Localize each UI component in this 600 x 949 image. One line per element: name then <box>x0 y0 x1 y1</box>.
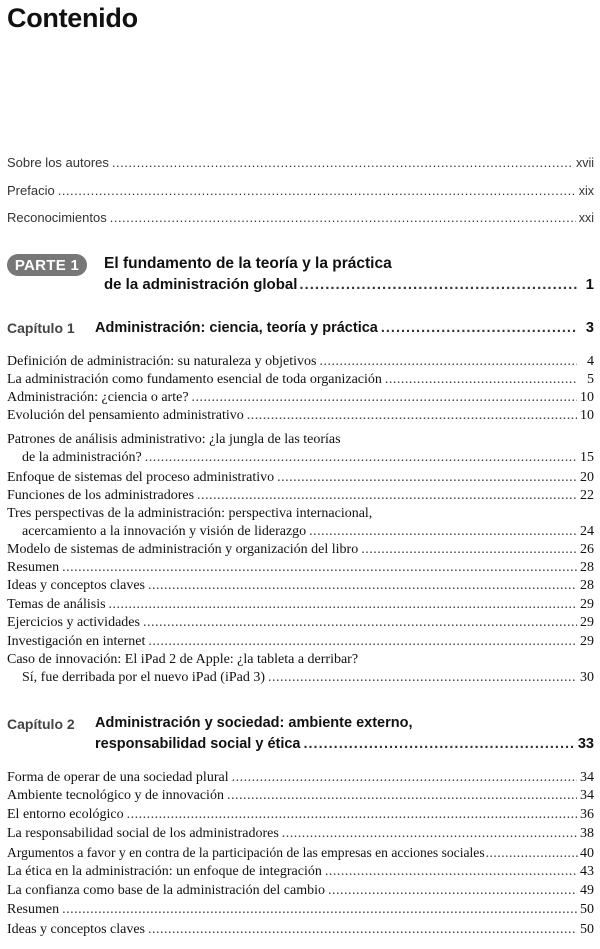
toc-entry-title: Resumen <box>7 902 60 917</box>
toc-entry-page: 10 <box>580 390 594 405</box>
toc-entry-page: 28 <box>580 560 594 575</box>
part-title-line1: El fundamento de la teoría y la práctica <box>104 255 392 272</box>
toc-entry-page: 49 <box>580 883 594 898</box>
toc-entry-page: 40 <box>580 846 594 861</box>
toc-entry-title: Funciones de los administradores <box>7 488 195 503</box>
chapter-entry[interactable] <box>95 735 594 753</box>
toc-entry[interactable] <box>7 408 594 424</box>
toc-entry[interactable] <box>7 542 594 558</box>
toc-entry[interactable] <box>7 615 594 631</box>
dot-leader <box>486 845 579 861</box>
toc-entry[interactable] <box>7 845 594 861</box>
toc-entry[interactable] <box>7 883 594 899</box>
dot-leader <box>325 864 577 880</box>
chapter-page: 3 <box>585 320 594 336</box>
toc-entry-title: Prefacio <box>7 183 55 198</box>
toc-entry-title: Definición de administración: su naturaleza y objetivos <box>7 354 317 369</box>
toc-entry[interactable] <box>7 354 594 370</box>
toc-entry[interactable] <box>7 450 594 466</box>
toc-entry-page: 36 <box>580 807 594 822</box>
toc-entry-page: 38 <box>580 826 594 841</box>
chapter-title-line2: responsabilidad social y ética <box>95 736 301 752</box>
toc-entry[interactable] <box>7 597 594 613</box>
dot-leader <box>197 488 577 504</box>
toc-entry-title: Modelo de sistemas de administración y organización del libro <box>7 542 359 557</box>
toc-entry-page: 30 <box>580 670 594 685</box>
toc-entry[interactable] <box>7 788 594 804</box>
dot-leader <box>232 770 577 786</box>
toc-entry-page: xvii <box>575 156 594 170</box>
toc-entry[interactable] <box>7 183 594 199</box>
toc-entry[interactable] <box>7 770 594 786</box>
toc-entry-page: 4 <box>587 354 594 369</box>
toc-entry[interactable] <box>7 210 594 226</box>
toc-entry-title-cont: Sí, fue derribada por el nuevo iPad (iPad 3) <box>22 670 265 685</box>
toc-entry[interactable] <box>7 578 594 594</box>
dot-leader <box>112 155 573 171</box>
toc-entry-title: Ambiente tecnológico y de innovación <box>7 788 224 803</box>
part-badge: PARTE 1 <box>7 254 87 276</box>
toc-entry-title: Tres perspectivas de la administración: perspectiva internacional, <box>7 506 373 521</box>
dot-leader <box>148 578 577 594</box>
toc-entry[interactable] <box>7 922 594 938</box>
toc-entry[interactable] <box>7 372 594 388</box>
toc-entry-title-line1[interactable] <box>7 652 594 668</box>
toc-entry[interactable] <box>7 470 594 486</box>
dot-leader <box>299 276 578 294</box>
page-title: Contenido <box>7 3 138 33</box>
dot-leader <box>143 615 577 631</box>
dot-leader <box>309 524 577 540</box>
toc-entry-page: 5 <box>587 372 594 387</box>
chapter-page: 33 <box>577 736 594 752</box>
dot-leader <box>110 210 576 226</box>
dot-leader <box>148 922 577 938</box>
toc-entry[interactable] <box>7 390 594 406</box>
toc-entry-title: Sobre los autores <box>7 155 109 170</box>
toc-entry-title-cont: acercamiento a la innovación y visión de liderazgo <box>22 524 307 539</box>
toc-entry-page: xxi <box>578 211 594 225</box>
part-page: 1 <box>585 276 594 293</box>
dot-leader <box>268 670 577 686</box>
toc-entry-page: 43 <box>580 864 594 879</box>
dot-leader <box>328 883 577 899</box>
dot-leader <box>148 634 577 650</box>
toc-entry-page: 34 <box>580 788 594 803</box>
toc-entry-title: El entorno ecológico <box>7 807 124 822</box>
toc-entry-title: La responsabilidad social de los administradores <box>7 826 279 841</box>
toc-entry-page: 20 <box>580 470 594 485</box>
toc-entry-page: 28 <box>580 578 594 593</box>
toc-entry-title: Administración: ¿ciencia o arte? <box>7 390 189 405</box>
toc-entry-page: 29 <box>580 615 594 630</box>
toc-entry-page: 10 <box>580 408 594 423</box>
toc-entry[interactable] <box>7 902 594 918</box>
toc-entry-title: Caso de innovación: El iPad 2 de Apple: ¿la tableta a derribar? <box>7 652 359 667</box>
toc-entry-title: Enfoque de sistemas del proceso administrativo <box>7 470 275 485</box>
toc-entry-page: 22 <box>580 488 594 503</box>
toc-entry-title: Ideas y conceptos claves <box>7 578 145 593</box>
dot-leader <box>304 735 575 753</box>
toc-entry-title: Ejercicios y actividades <box>7 615 140 630</box>
toc-entry[interactable] <box>7 634 594 650</box>
toc-entry-page: 26 <box>580 542 594 557</box>
dot-leader <box>277 470 577 486</box>
toc-entry-page: 15 <box>580 450 594 465</box>
toc-entry-page: xix <box>578 184 594 198</box>
part-title-line2: de la administración global <box>104 276 298 293</box>
dot-leader <box>282 826 577 842</box>
part-entry[interactable] <box>104 276 594 294</box>
toc-entry[interactable] <box>7 488 594 504</box>
toc-entry-title: Patrones de análisis administrativo: ¿la jungla de las teorías <box>7 432 341 447</box>
dot-leader <box>385 372 577 388</box>
dot-leader <box>58 183 576 199</box>
toc-entry-title-line1[interactable] <box>7 432 594 448</box>
toc-entry[interactable] <box>7 670 594 686</box>
toc-entry-page: 50 <box>580 922 594 937</box>
toc-entry[interactable] <box>7 155 594 171</box>
toc-entry-title: Resumen <box>7 560 60 575</box>
toc-entry-title: Investigación en internet <box>7 634 146 649</box>
toc-entry-title: Argumentos a favor y en contra de la participación de las empresas en acciones sociales <box>7 845 485 860</box>
dot-leader <box>145 450 577 466</box>
toc-entry[interactable] <box>7 826 594 842</box>
toc-entry-page: 50 <box>580 902 594 917</box>
dot-leader <box>381 319 577 337</box>
dot-leader <box>62 902 577 918</box>
toc-entry-page: 34 <box>580 770 594 785</box>
dot-leader <box>319 354 577 370</box>
toc-entry-title: La ética en la administración: un enfoque de integración <box>7 864 322 879</box>
dot-leader <box>127 807 577 823</box>
toc-entry-title-line1[interactable] <box>7 506 594 522</box>
dot-leader <box>361 542 577 558</box>
toc-entry-page: 29 <box>580 634 594 649</box>
toc-entry[interactable] <box>7 560 594 576</box>
dot-leader <box>192 390 577 406</box>
toc-entry-title: Ideas y conceptos claves <box>7 922 145 937</box>
dot-leader <box>227 788 577 804</box>
dot-leader <box>247 408 577 424</box>
toc-entry[interactable] <box>7 807 594 823</box>
toc-entry[interactable] <box>7 864 594 880</box>
toc-entry-title: Evolución del pensamiento administrativo <box>7 408 244 423</box>
toc-entry-title: Reconocimientos <box>7 210 107 225</box>
toc-entry[interactable] <box>7 524 594 540</box>
toc-entry-title: Forma de operar de una sociedad plural <box>7 770 229 785</box>
dot-leader <box>109 597 577 613</box>
chapter-label: Capítulo 1 <box>7 320 75 336</box>
dot-leader <box>62 560 577 576</box>
toc-entry-title-cont: de la administración? <box>22 450 142 465</box>
toc-entry-title: Temas de análisis <box>7 597 106 612</box>
chapter-label: Capítulo 2 <box>7 716 75 732</box>
chapter-entry[interactable] <box>95 319 594 337</box>
toc-entry-title: La administración como fundamento esencial de toda organización <box>7 372 382 387</box>
toc-entry-page: 24 <box>580 524 594 539</box>
toc-entry-title: La confianza como base de la administración del cambio <box>7 883 325 898</box>
chapter-title: Administración: ciencia, teoría y práctica <box>95 320 378 336</box>
toc-entry-page: 29 <box>580 597 594 612</box>
chapter-title-line1: Administración y sociedad: ambiente externo, <box>95 715 413 731</box>
